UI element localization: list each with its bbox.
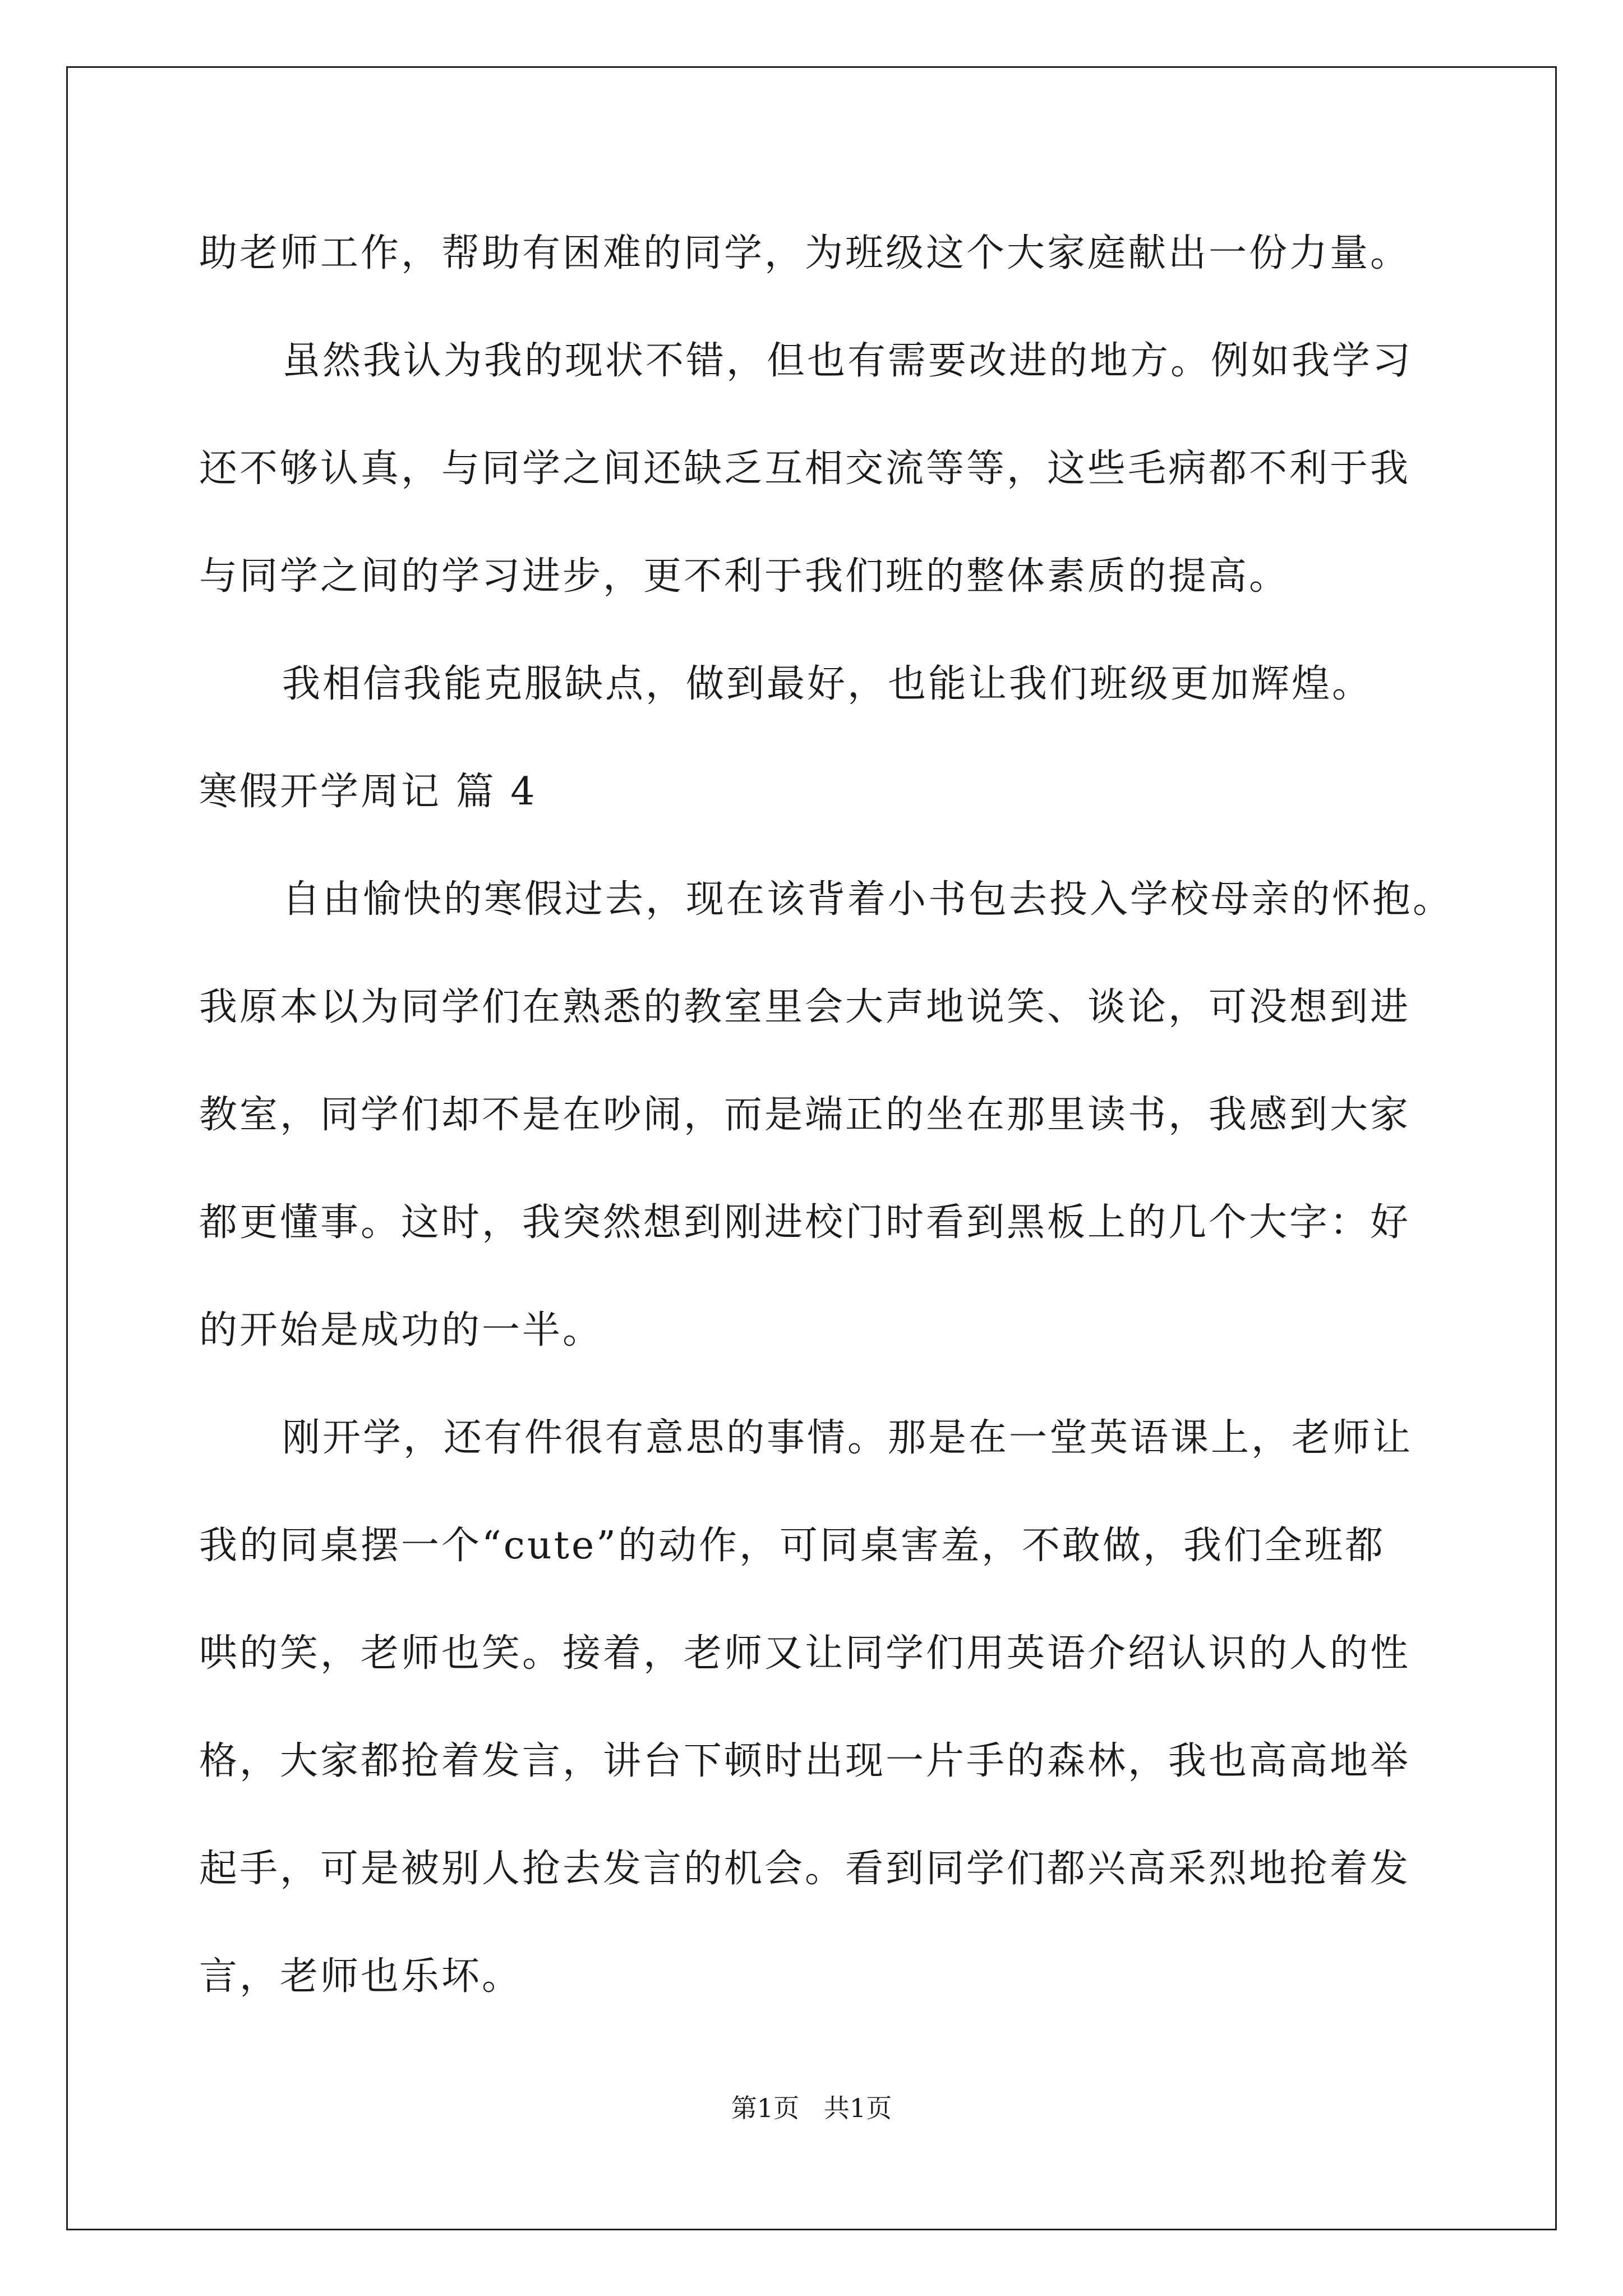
text-line: 与同学之间的学习进步，更不利于我们班的整体素质的提高。 — [199, 554, 1290, 599]
text-line: 助老师工作，帮助有困难的同学，为班级这个大家庭献出一份力量。 — [199, 231, 1411, 275]
text-line: 的开始是成功的一半。 — [199, 1308, 603, 1352]
text-line: 都更懂事。这时，我突然想到刚进校门时看到黑板上的几个大字：好 — [199, 1200, 1411, 1245]
document-body — [199, 220, 1454, 2051]
text-line: 我的同桌摆一个“cute”的动作，可同桌害羞，不敢做，我们全班都 — [199, 1524, 1385, 1568]
text-line: 刚开学，还有件很有意思的事情。那是在一堂英语课上，老师让 — [282, 1416, 1413, 1460]
page-footer: 第1页 共1页 — [731, 2093, 892, 2123]
text-line: 哄的笑，老师也笑。接着，老师又让同学们用英语介绍认识的人的性 — [199, 1631, 1411, 1676]
text-line: 还不够认真，与同学之间还缺乏互相交流等等，这些毛病都不利于我 — [199, 447, 1411, 491]
text-line: 我相信我能克服缺点，做到最好，也能让我们班级更加辉煌。 — [282, 662, 1373, 706]
text-line: 格，大家都抢着发言，讲台下顿时出现一片手的森林，我也高高地举 — [199, 1739, 1411, 1783]
section-heading: 寒假开学周记 篇 4 — [199, 770, 537, 814]
text-line: 自由愉快的寒假过去，现在该背着小书包去投入学校母亲的怀抱。 — [282, 877, 1454, 922]
text-line: 教室，同学们却不是在吵闹，而是端正的坐在那里读书，我感到大家 — [199, 1093, 1411, 1137]
text-line: 起手，可是被别人抢去发言的机会。看到同学们都兴高采烈地抢着发 — [199, 1847, 1411, 1891]
text-line: 虽然我认为我的现状不错，但也有需要改进的地方。例如我学习 — [282, 339, 1413, 383]
text-line: 言，老师也乐坏。 — [199, 1954, 523, 1999]
text-line: 我原本以为同学们在熟悉的教室里会大声地说笑、谈论，可没想到进 — [199, 985, 1411, 1029]
